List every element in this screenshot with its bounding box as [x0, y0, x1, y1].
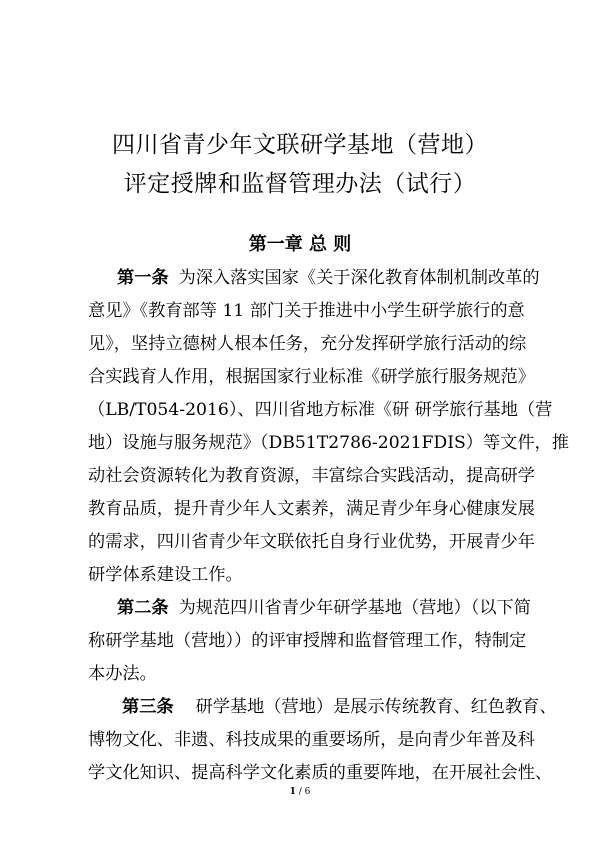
total-pages: / 6	[298, 787, 311, 797]
article-1-line: （LB/T054-2016）、四川省地方标准《研 研学旅行基地（营	[88, 400, 553, 420]
document-title-line-2: 评定授牌和监督管理办法（试行）	[123, 171, 477, 197]
page-number	[0, 788, 600, 797]
article-1-line: 意见》《教育部等 11 部门关于推进中小学生研学旅行的意	[88, 301, 525, 321]
article-2-label: 第二条	[117, 598, 169, 618]
article-2-line: 称研学基地（营地））的评审授牌和监督管理工作，特制定	[88, 631, 527, 651]
article-2-line: 本办法。	[88, 664, 157, 684]
article-1-line-text: 为深入落实国家《关于深化教育体制机制改革的	[178, 268, 540, 288]
article-2-line-text: 为规范四川省青少年研学基地（营地）（以下简	[178, 598, 531, 618]
document-title-line-1: 四川省青少年文联研学基地（营地）	[112, 132, 488, 158]
article-1-line: 的需求，四川省青少年文联依托自身行业优势，开展青少年	[88, 532, 535, 552]
article-3-line: 学文化知识、提高科学文化素质的重要阵地，在开展社会性、	[88, 763, 553, 783]
article-1-line: 教育品质，提升青少年人文素养，满足青少年身心健康发展	[88, 499, 535, 519]
article-1-line: 地）设施与服务规范》（DB51T2786-2021FDIS）等文件，推	[88, 433, 569, 453]
article-3-label: 第三条	[122, 697, 174, 717]
current-page: 1	[289, 787, 296, 797]
article-2-first-line	[117, 600, 531, 617]
article-1-line: 研学体系建设工作。	[88, 565, 243, 585]
article-3-line: 博物文化、非遗、科技成果的重要场所，是向青少年普及科	[88, 730, 535, 750]
article-1-line: 动社会资源转化为教育资源，丰富综合实践活动，提高研学	[88, 466, 535, 486]
article-3-first-line	[122, 699, 557, 716]
article-1-label: 第一条	[117, 268, 169, 288]
chapter-heading: 第一章 总 则	[248, 234, 352, 255]
article-3-line-text: 研学基地（营地）是展示传统教育、红色教育、	[195, 697, 557, 717]
article-1-line: 合实践育人作用，根据国家行业标准《研学旅行服务规范》	[88, 367, 535, 387]
article-1-first-line	[117, 270, 540, 287]
article-1-line: 见》，坚持立德树人根本任务，充分发挥研学旅行活动的综	[88, 334, 527, 354]
